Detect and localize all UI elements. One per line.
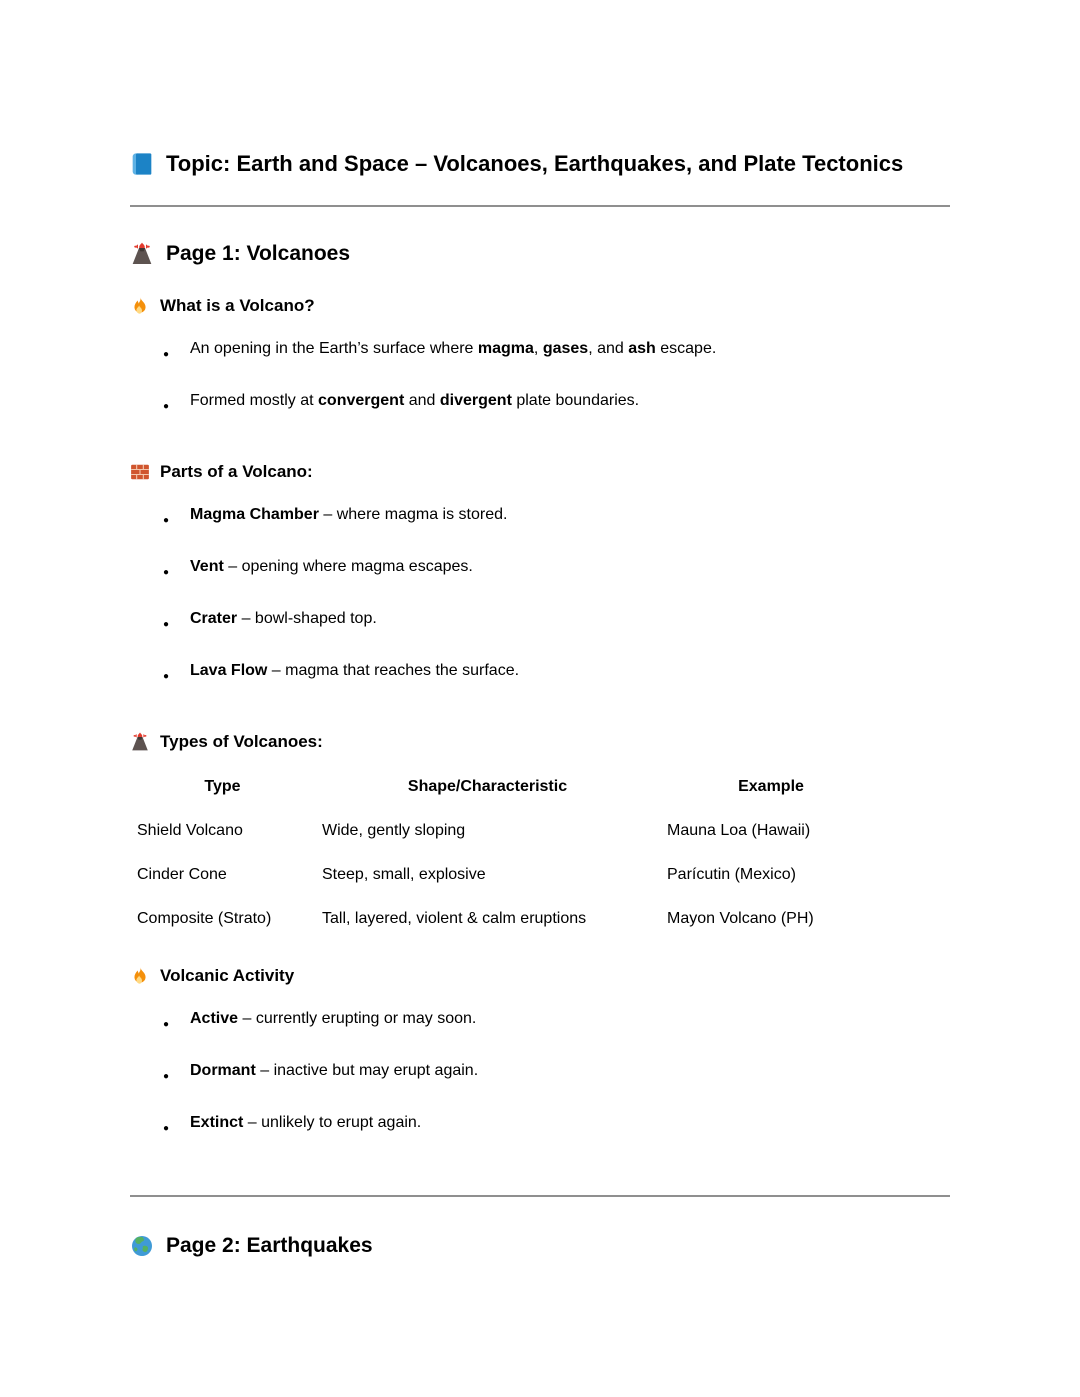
list-item: [190, 659, 950, 683]
page2-heading: [130, 1233, 950, 1259]
what-is-volcano-heading-text: What is a Volcano?: [160, 296, 315, 315]
page1-heading: [130, 241, 950, 267]
list-item: [190, 1007, 950, 1031]
table-cell: Steep, small, explosive: [322, 866, 486, 883]
volcano-icon: [130, 732, 150, 752]
list-item: [190, 607, 950, 631]
table-header-cell: Type: [204, 778, 241, 795]
list-item: [190, 555, 950, 579]
table-cell: Parícutin (Mexico): [667, 866, 796, 883]
table-row: [130, 853, 882, 897]
parts-of-volcano-list: [130, 503, 950, 683]
page1-heading-text: Page 1: Volcanoes: [166, 242, 351, 265]
term: Lava Flow: [190, 662, 268, 679]
volcanic-activity-heading-text: Volcanic Activity: [160, 966, 295, 985]
text-segment: and: [404, 392, 440, 409]
definition: – inactive but may erupt again.: [255, 1062, 479, 1079]
definition: – currently erupting or may soon.: [238, 1010, 477, 1027]
definition: – bowl-shaped top.: [237, 610, 377, 627]
text-segment-bold: gases: [542, 340, 589, 357]
page2-heading-text: Page 2: Earthquakes: [166, 1234, 373, 1257]
what-is-volcano-list: [130, 337, 950, 413]
term: Dormant: [190, 1062, 256, 1079]
parts-of-volcano-heading-text: Parts of a Volcano:: [160, 462, 313, 481]
fire-icon: [130, 966, 150, 986]
fire-icon: [130, 296, 150, 316]
list-item: [190, 389, 950, 413]
list-item: [190, 1111, 950, 1135]
table-cell: Mayon Volcano (PH): [667, 910, 814, 927]
text-segment: , and: [588, 340, 629, 357]
text-segment: ,: [533, 340, 543, 357]
text-segment-bold: convergent: [318, 392, 405, 409]
text-segment-bold: divergent: [439, 392, 512, 409]
volcanic-activity-list: [130, 1007, 950, 1135]
definition: – unlikely to erupt again.: [243, 1114, 422, 1131]
definition: – opening where magma escapes.: [223, 558, 473, 575]
types-of-volcanoes-heading: [130, 731, 950, 753]
text-segment: An opening in the Earth’s surface where: [190, 340, 478, 357]
list-item: [190, 503, 950, 527]
definition: – where magma is stored.: [318, 506, 508, 523]
blue-book-icon: [130, 152, 154, 176]
table-cell: Cinder Cone: [137, 866, 227, 883]
brick-icon: [130, 462, 150, 482]
volcano-icon: [130, 242, 154, 266]
table-cell: Mauna Loa (Hawaii): [667, 822, 811, 839]
table-row: [130, 897, 882, 941]
term: Crater: [190, 610, 238, 627]
table-cell: Shield Volcano: [137, 822, 243, 839]
table-cell: Wide, gently sloping: [322, 822, 466, 839]
what-is-volcano-heading: [130, 295, 950, 317]
table-cell: Tall, layered, violent & calm eruptions: [322, 910, 587, 927]
term: Magma Chamber: [190, 506, 319, 523]
types-of-volcanoes-heading-text: Types of Volcanoes:: [160, 732, 323, 751]
volcanic-activity-heading: [130, 965, 950, 987]
list-item: [190, 1059, 950, 1083]
table-header-row: [130, 765, 882, 809]
text-segment-bold: magma: [477, 340, 534, 357]
term: Vent: [190, 558, 224, 575]
globe-icon: [130, 1234, 154, 1258]
term: Active: [190, 1010, 239, 1027]
volcano-types-table: [130, 765, 882, 941]
table-header-cell: Example: [738, 778, 804, 795]
term: Extinct: [190, 1114, 244, 1131]
table-row: [130, 809, 882, 853]
definition: – magma that reaches the surface.: [267, 662, 520, 679]
section-divider: [130, 1195, 950, 1197]
document-title-text: Topic: Earth and Space – Volcanoes, Earthquakes, and Plate Tectonics: [166, 151, 904, 176]
text-segment-bold: ash: [628, 340, 656, 357]
text-segment: Formed mostly at: [190, 392, 319, 409]
table-header-cell: Shape/Characteristic: [407, 778, 568, 795]
document-title: [130, 150, 950, 178]
parts-of-volcano-heading: [130, 461, 950, 483]
text-segment: plate boundaries.: [511, 392, 640, 409]
table-cell: Composite (Strato): [137, 910, 272, 927]
text-segment: escape.: [655, 340, 717, 357]
list-item: [190, 337, 950, 361]
section-divider: [130, 205, 950, 207]
